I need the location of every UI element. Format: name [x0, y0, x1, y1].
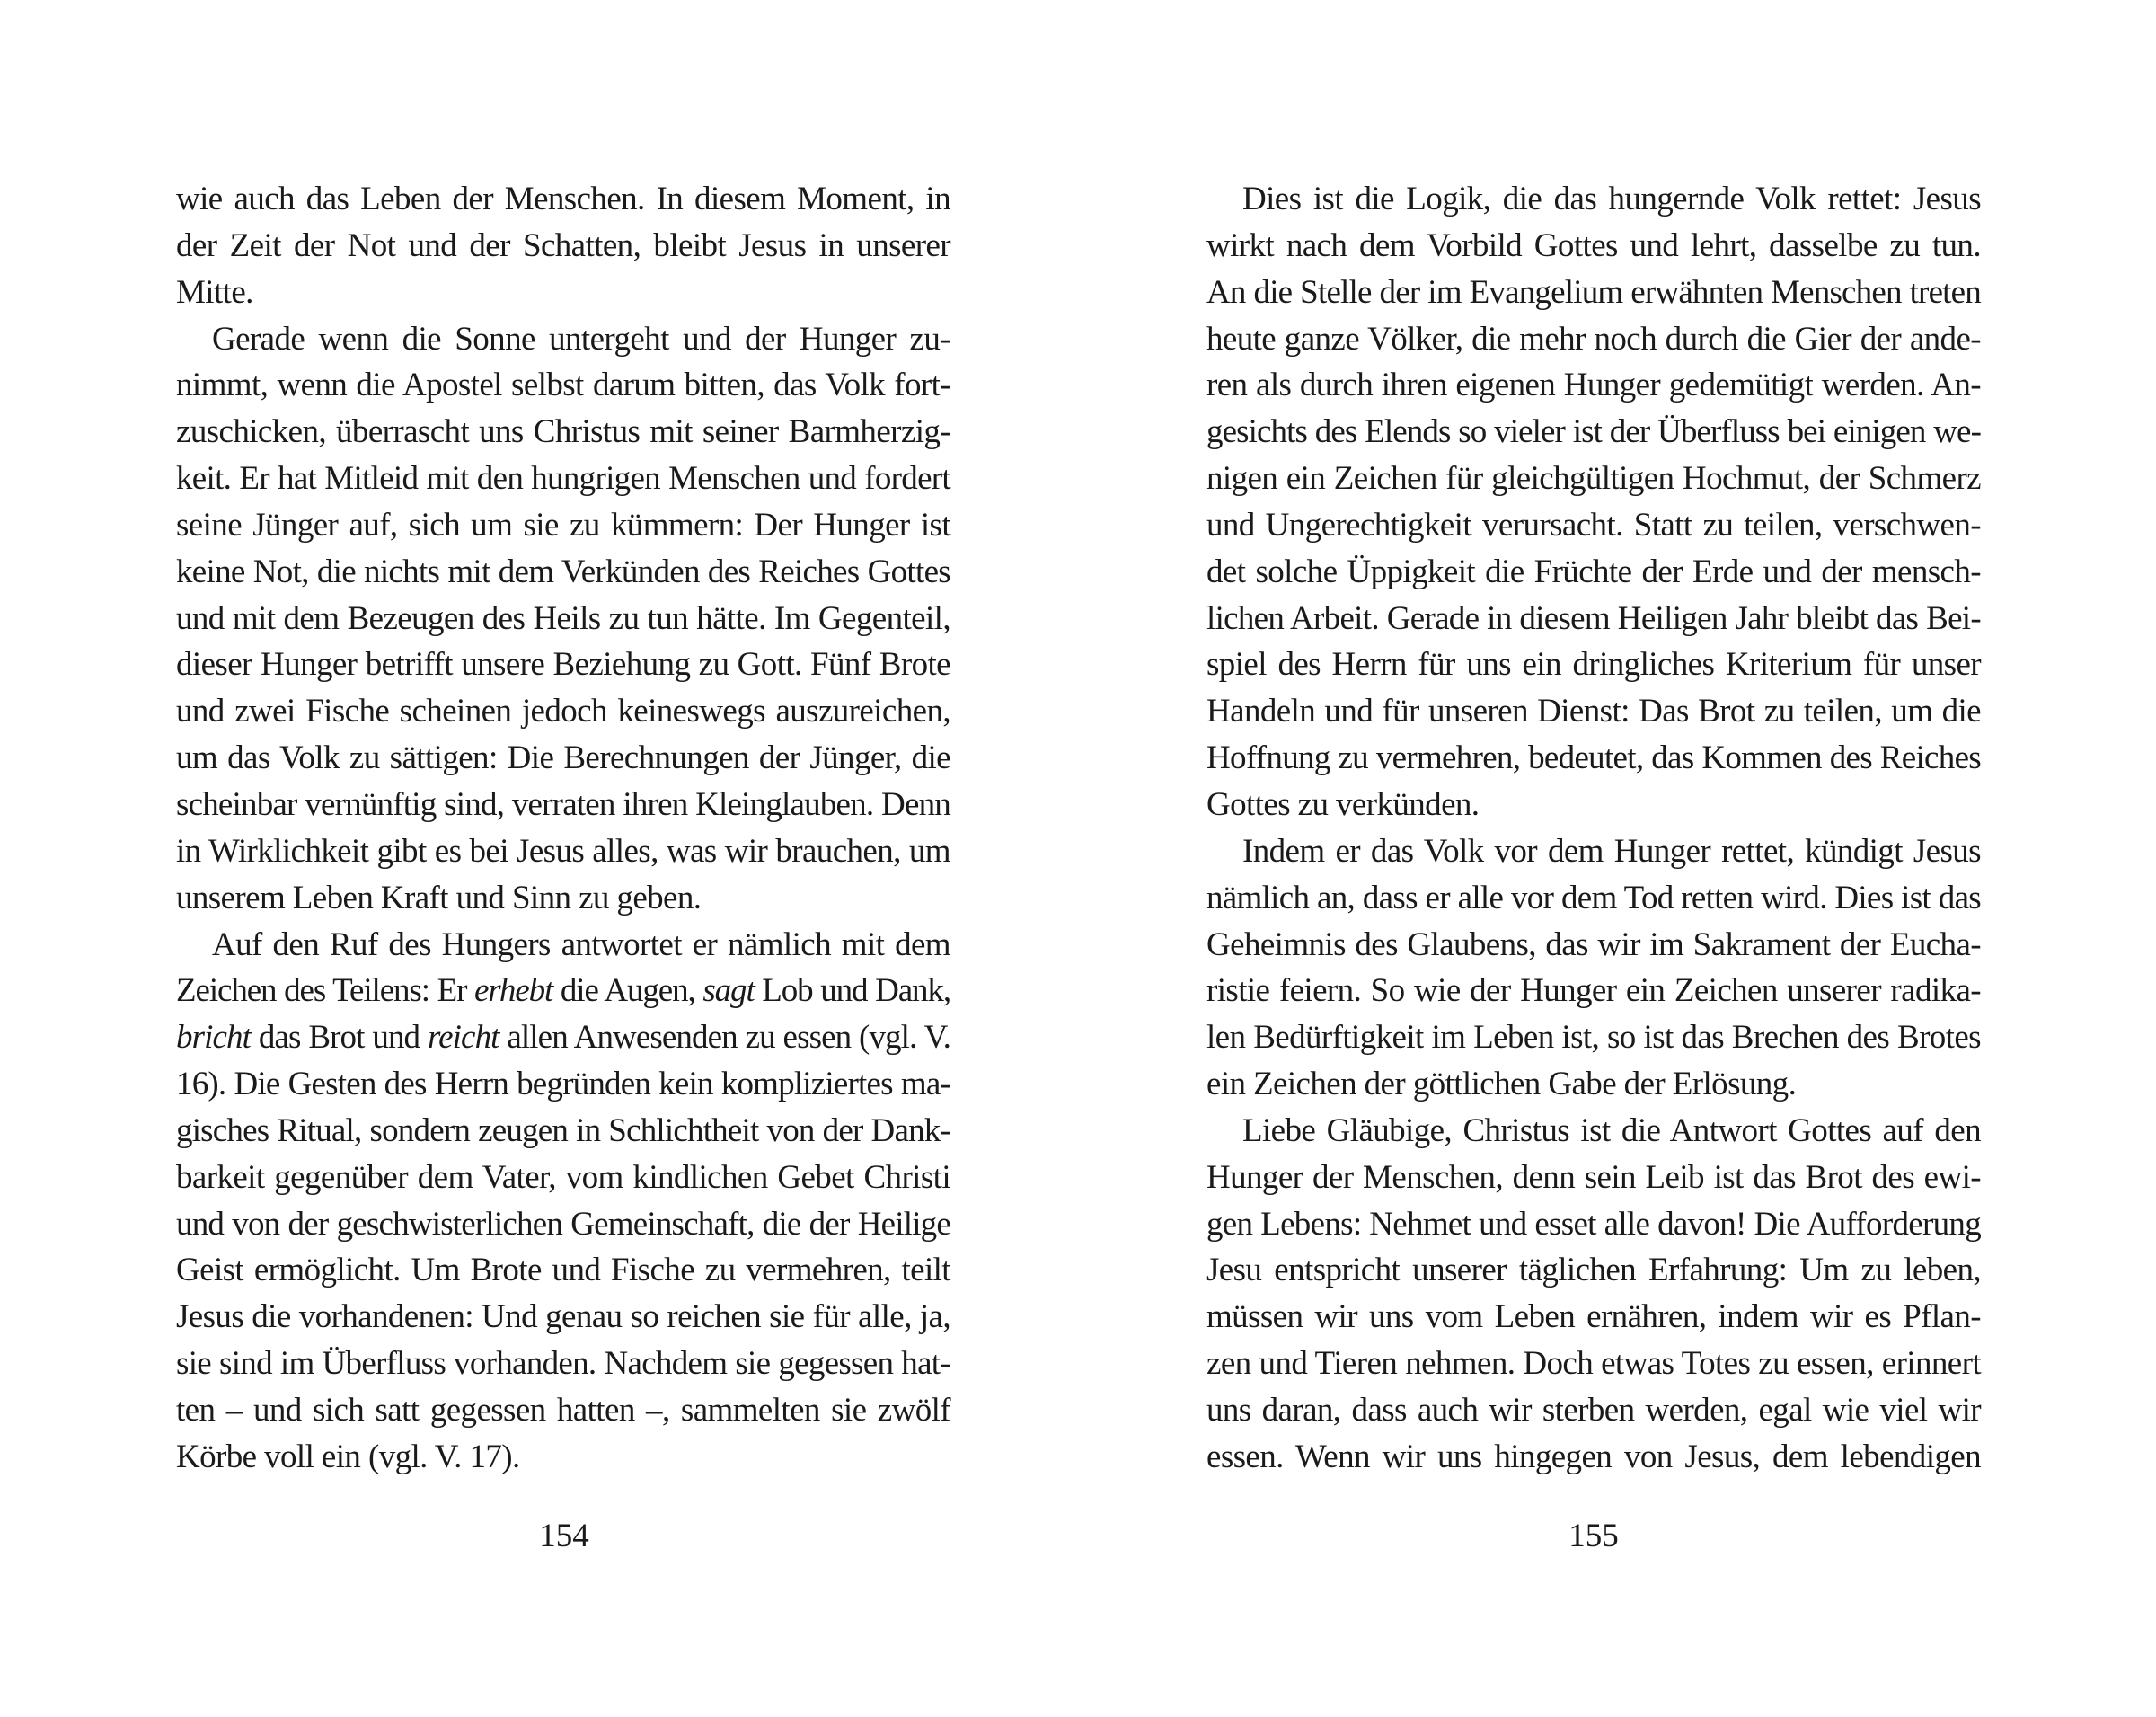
text-line: ristie feiern. So wie der Hunger ein Zeichen unserer radika-: [1206, 972, 1981, 1010]
text-segment: das Brot und: [250, 1019, 429, 1057]
text-line: ein Zeichen der göttlichen Gabe der Erlösung.: [1206, 1066, 1797, 1103]
text-line: nimmt, wenn die Apostel selbst darum bitten, das Volk fort-: [176, 367, 950, 404]
text-line: nämlich an, dass er alle vor dem Tod retten wird. Dies ist das: [1206, 879, 1981, 916]
text-line: spiel des Herrn für uns ein dringliches Kriterium für unser: [1206, 646, 1981, 684]
text-line: Mitte.: [176, 273, 253, 311]
text-line: keit. Er hat Mitleid mit den hungrigen Menschen und fordert: [176, 460, 950, 498]
text-line: in Wirklichkeit gibt es bei Jesus alles, was wir brauchen, um: [176, 832, 950, 870]
text-line: Hunger der Menschen, denn sein Leib ist das Brot des ewi-: [1206, 1158, 1981, 1196]
italic-emphasis: reicht: [428, 1019, 499, 1057]
text-segment: allen Anwesenden zu essen (vgl. V.: [499, 1019, 950, 1057]
text-line: Geheimnis des Glaubens, das wir im Sakrament der Eucha-: [1206, 925, 1981, 963]
text-line: Liebe Gläubige, Christus ist die Antwort Gottes auf den: [1242, 1111, 1981, 1149]
text-line: uns daran, dass auch wir sterben werden, egal wie viel wir: [1206, 1391, 1981, 1429]
text-line: Jesus die vorhandenen: Und genau so reichen sie für alle, ja,: [176, 1298, 950, 1336]
text-line: und Ungerechtigkeit verursacht. Statt zu teilen, verschwen-: [1206, 506, 1981, 544]
text-line: Geist ermöglicht. Um Brote und Fische zu vermehren, teilt: [176, 1252, 950, 1289]
text-line: müssen wir uns vom Leben ernähren, indem wir es Pflan-: [1206, 1298, 1981, 1336]
text-segment: die Augen,: [552, 972, 703, 1010]
text-line: Hoffnung zu vermehren, bedeutet, das Kommen des Reiches: [1206, 739, 1981, 777]
text-line: unserem Leben Kraft und Sinn zu geben.: [176, 879, 702, 916]
text-line: zen und Tieren nehmen. Doch etwas Totes zu essen, erinnert: [1206, 1345, 1981, 1383]
italic-emphasis: erhebt: [473, 972, 553, 1010]
text-line: lichen Arbeit. Gerade in diesem Heiligen Jahr bleibt das Bei-: [1206, 599, 1981, 637]
text-line: scheinbar vernünftig sind, verraten ihren Kleinglauben. Denn: [176, 785, 950, 823]
page-number-left: 154: [539, 1518, 589, 1554]
text-line: Gerade wenn die Sonne untergeht und der Hunger zu-: [212, 320, 950, 358]
text-line: und mit dem Bezeugen des Heils zu tun hätte. Im Gegenteil,: [176, 599, 950, 637]
text-line: [176, 968, 950, 1014]
text-segment: Lob und Dank,: [754, 972, 950, 1010]
text-line: wie auch das Leben der Menschen. In diesem Moment, in: [176, 181, 950, 217]
italic-emphasis: sagt: [702, 972, 755, 1010]
text-line: Dies ist die Logik, die das hungernde Volk rettet: Jesus: [1242, 181, 1981, 217]
text-line: zuschicken, überrascht uns Christus mit seiner Barmherzig-: [176, 413, 950, 451]
text-line: Körbe voll ein (vgl. V. 17).: [176, 1438, 520, 1475]
text-line: essen. Wenn wir uns hingegen von Jesus, dem lebendigen: [1206, 1438, 1981, 1475]
text-line: An die Stelle der im Evangelium erwähnten Menschen treten: [1206, 273, 1981, 311]
left-page-text: [176, 176, 950, 1481]
text-line: Indem er das Volk vor dem Hunger rettet, kündigt Jesus: [1242, 832, 1981, 870]
page-number-right: 155: [1568, 1518, 1619, 1554]
text-line: ten – und sich satt gegessen hatten –, sammelten sie zwölf: [176, 1391, 950, 1429]
text-line: um das Volk zu sättigen: Die Berechnungen der Jünger, die: [176, 739, 950, 777]
text-line: dieser Hunger betrifft unsere Beziehung zu Gott. Fünf Brote: [176, 646, 950, 684]
text-line: sie sind im Überfluss vorhanden. Nachdem sie gegessen hat-: [176, 1345, 950, 1383]
text-line: Auf den Ruf des Hungers antwortet er nämlich mit dem: [212, 925, 950, 963]
text-line: und zwei Fische scheinen jedoch keineswegs auszureichen,: [176, 693, 950, 730]
text-line: heute ganze Völker, die mehr noch durch die Gier der ande-: [1206, 320, 1981, 358]
text-line: Jesu entspricht unserer täglichen Erfahrung: Um zu leben,: [1206, 1252, 1981, 1289]
text-line: len Bedürftigkeit im Leben ist, so ist das Brechen des Brotes: [1206, 1019, 1981, 1057]
text-line: Handeln und für unseren Dienst: Das Brot zu teilen, um die: [1206, 693, 1981, 730]
text-line: gesichts des Elends so vieler ist der Überfluss bei einigen we-: [1206, 413, 1981, 451]
italic-emphasis: bricht: [176, 1019, 251, 1057]
text-line: wirkt nach dem Vorbild Gottes und lehrt, dasselbe zu tun.: [1206, 226, 1981, 264]
text-line: gisches Ritual, sondern zeugen in Schlichtheit von der Dank-: [176, 1111, 950, 1149]
text-line: der Zeit der Not und der Schatten, bleibt Jesus in unserer: [176, 226, 950, 264]
text-line: Gottes zu verkünden.: [1206, 785, 1480, 823]
text-line: ren als durch ihren eigenen Hunger gedemütigt werden. An-: [1206, 367, 1981, 404]
right-page-text: [1206, 176, 1981, 1481]
text-line: gen Lebens: Nehmet und esset alle davon! Die Aufforderung: [1206, 1205, 1981, 1243]
text-line: barkeit gegenüber dem Vater, vom kindlichen Gebet Christi: [176, 1158, 950, 1196]
text-line: keine Not, die nichts mit dem Verkünden des Reiches Gottes: [176, 553, 950, 590]
text-line: seine Jünger auf, sich um sie zu kümmern: Der Hunger ist: [176, 506, 950, 544]
text-line: det solche Üppigkeit die Früchte der Erde und der mensch-: [1206, 553, 1981, 590]
text-line: und von der geschwisterlichen Gemeinschaft, die der Heilige: [176, 1205, 950, 1243]
text-line: nigen ein Zeichen für gleichgültigen Hochmut, der Schmerz: [1206, 460, 1981, 498]
text-line: [176, 1014, 950, 1061]
text-line: 16). Die Gesten des Herrn begründen kein kompliziertes ma-: [176, 1066, 950, 1103]
text-segment: Zeichen des Teilens: Er: [176, 972, 474, 1010]
